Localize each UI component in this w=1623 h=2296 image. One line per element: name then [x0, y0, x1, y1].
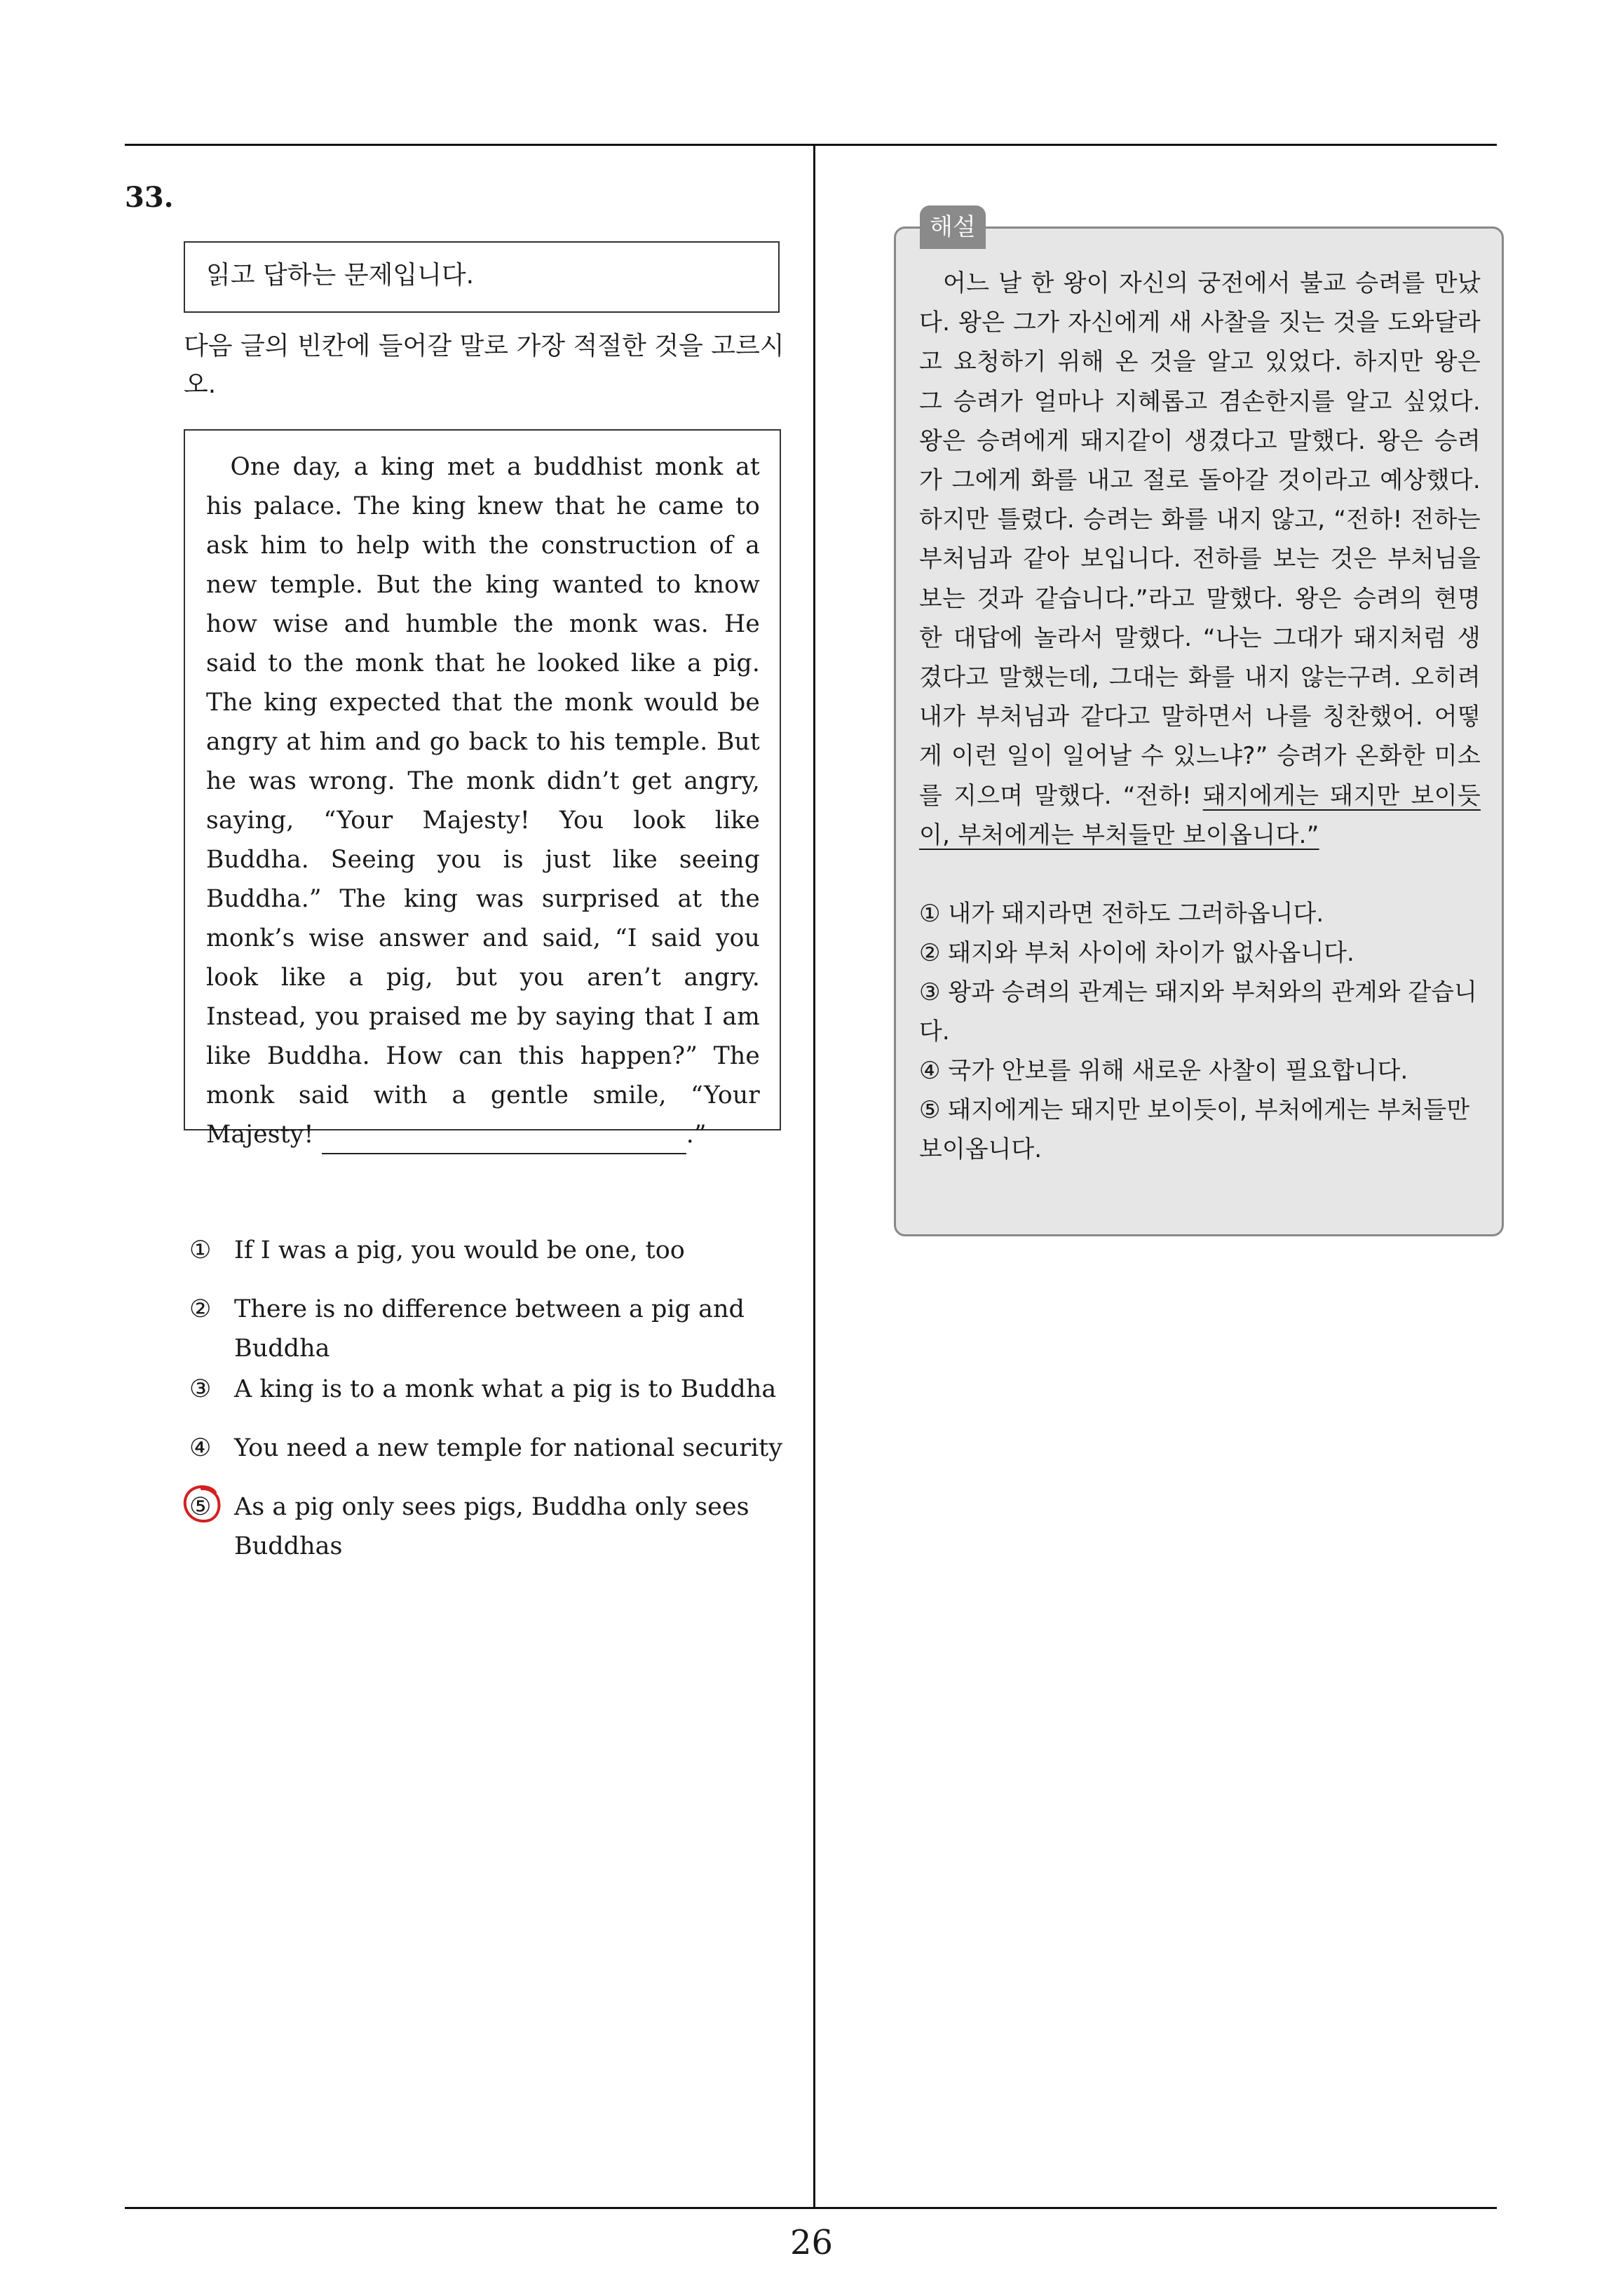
choice-1[interactable]: [189, 1231, 792, 1270]
choice-text: A king is to a monk what a pig is to Buddha: [234, 1375, 777, 1403]
choice-2[interactable]: [189, 1290, 792, 1368]
explanation-text: [919, 264, 1481, 855]
column-divider: [813, 144, 815, 2209]
choice-5[interactable]: [189, 1487, 792, 1566]
page-number: 26: [789, 2223, 834, 2262]
top-rule: [125, 144, 1497, 146]
choice-text: As a pig only sees pigs, Buddha only sees Buddhas: [234, 1493, 749, 1560]
bottom-rule: [125, 2207, 1497, 2209]
choice-number: ②: [189, 1295, 212, 1323]
choice-number: ⑤: [189, 1493, 212, 1521]
explanation-choice-5: ⑤ 돼지에게는 돼지만 보이듯이, 부처에게는 부처들만 보이옵니다.: [919, 1096, 1470, 1164]
explanation-choices: [919, 894, 1481, 1169]
choice-number: ③: [189, 1375, 212, 1403]
explanation-tag: 해설: [920, 205, 986, 249]
explanation-choice-4: ④ 국가 안보를 위해 새로운 사찰이 필요합니다.: [919, 1057, 1408, 1086]
explanation-choice-3: ③ 왕과 승려의 관계는 돼지와 부처와의 관계와 같습니다.: [919, 978, 1477, 1046]
choice-4[interactable]: [189, 1429, 792, 1468]
answer-circle-mark-icon: [181, 1482, 224, 1525]
question-number: 33.: [125, 181, 174, 214]
choice-text: You need a new temple for national security: [234, 1434, 782, 1462]
choice-text: If I was a pig, you would be one, too: [234, 1236, 685, 1264]
passage: [206, 447, 760, 1154]
choice-number: ④: [189, 1434, 212, 1462]
explanation-choice-1: ① 내가 돼지라면 전하도 그러하옵니다.: [919, 900, 1324, 928]
explanation-box: [894, 213, 1504, 1236]
passage-closing: .”: [686, 1121, 707, 1149]
choice-3[interactable]: [189, 1370, 792, 1409]
answer-blank: [322, 1125, 686, 1154]
question-direction: 다음 글의 빈칸에 들어갈 말로 가장 적절한 것을 고르시오.: [184, 332, 785, 399]
passage-text: One day, a king met a buddhist monk at his palace. The king knew that he came to ask him to help with the construction of a new temple. But the king wanted to know how wise and humble the monk was. He said to the monk that he looked like a pig. The king expected that the monk would be angry at him and go back to his temple. But he was wrong. The monk didn’t get angry, saying, “Your Majesty! You look like Buddha. Seeing you is just like seeing Buddha.” The king was surprised at the monk’s wise answer and said, “I said you look like a pig, but you aren’t angry. Instead, you praised me by saying that I am like Buddha. How can this happen?” The monk said with a gentle smile, “Your Majesty!: [206, 453, 760, 1149]
explanation-answer-underlined: 돼지에게는 돼지만 보이듯이, 부처에게는 부처들만 보이옵니다.”: [919, 781, 1481, 849]
choice-number: ①: [189, 1236, 212, 1264]
explanation-main: 어느 날 한 왕이 자신의 궁전에서 불교 승려를 만났다. 왕은 그가 자신에게 새 사찰을 짓는 것을 도와달라고 요청하기 위해 온 것을 알고 있었다. 하지만 왕은 그 승려가 얼마나 지혜롭고 겸손한지를 알고 싶었다. 왕은 승려에게 돼지같이 생겼다고 말했다. 왕은 승려가 그에게 화를 내고 절로 돌아갈 것이라고 예상했다. 하지만 틀렸다. 승려는 화를 내지 않고, “전하! 전하는 부처님과 같아 보입니다. 전하를 보는 것은 부처님을 보는 것과 같습니다.”라고 말했다. 왕은 승려의 현명한 대답에 놀라서 말했다. “나는 그대가 돼지처럼 생겼다고 말했는데, 그대는 화를 내지 않는구려. 오히려 내가 부처님과 같다고 말하면서 나를 칭찬했어. 어떻게 이런 일이 일어날 수 있느냐?” 승려가 온화한 미소를 지으며 말했다. “전하!: [919, 269, 1481, 810]
instruction-box: [184, 241, 780, 313]
instruction-text: 읽고 답하는 문제입니다.: [206, 261, 475, 290]
choice-number-wrap: [189, 1487, 234, 1566]
answer-choices: [189, 1231, 792, 1566]
passage-box: [184, 429, 781, 1149]
explanation-choice-2: ② 돼지와 부처 사이에 차이가 없사옵니다.: [919, 939, 1354, 968]
choice-text: There is no difference between a pig and Buddha: [234, 1295, 745, 1363]
